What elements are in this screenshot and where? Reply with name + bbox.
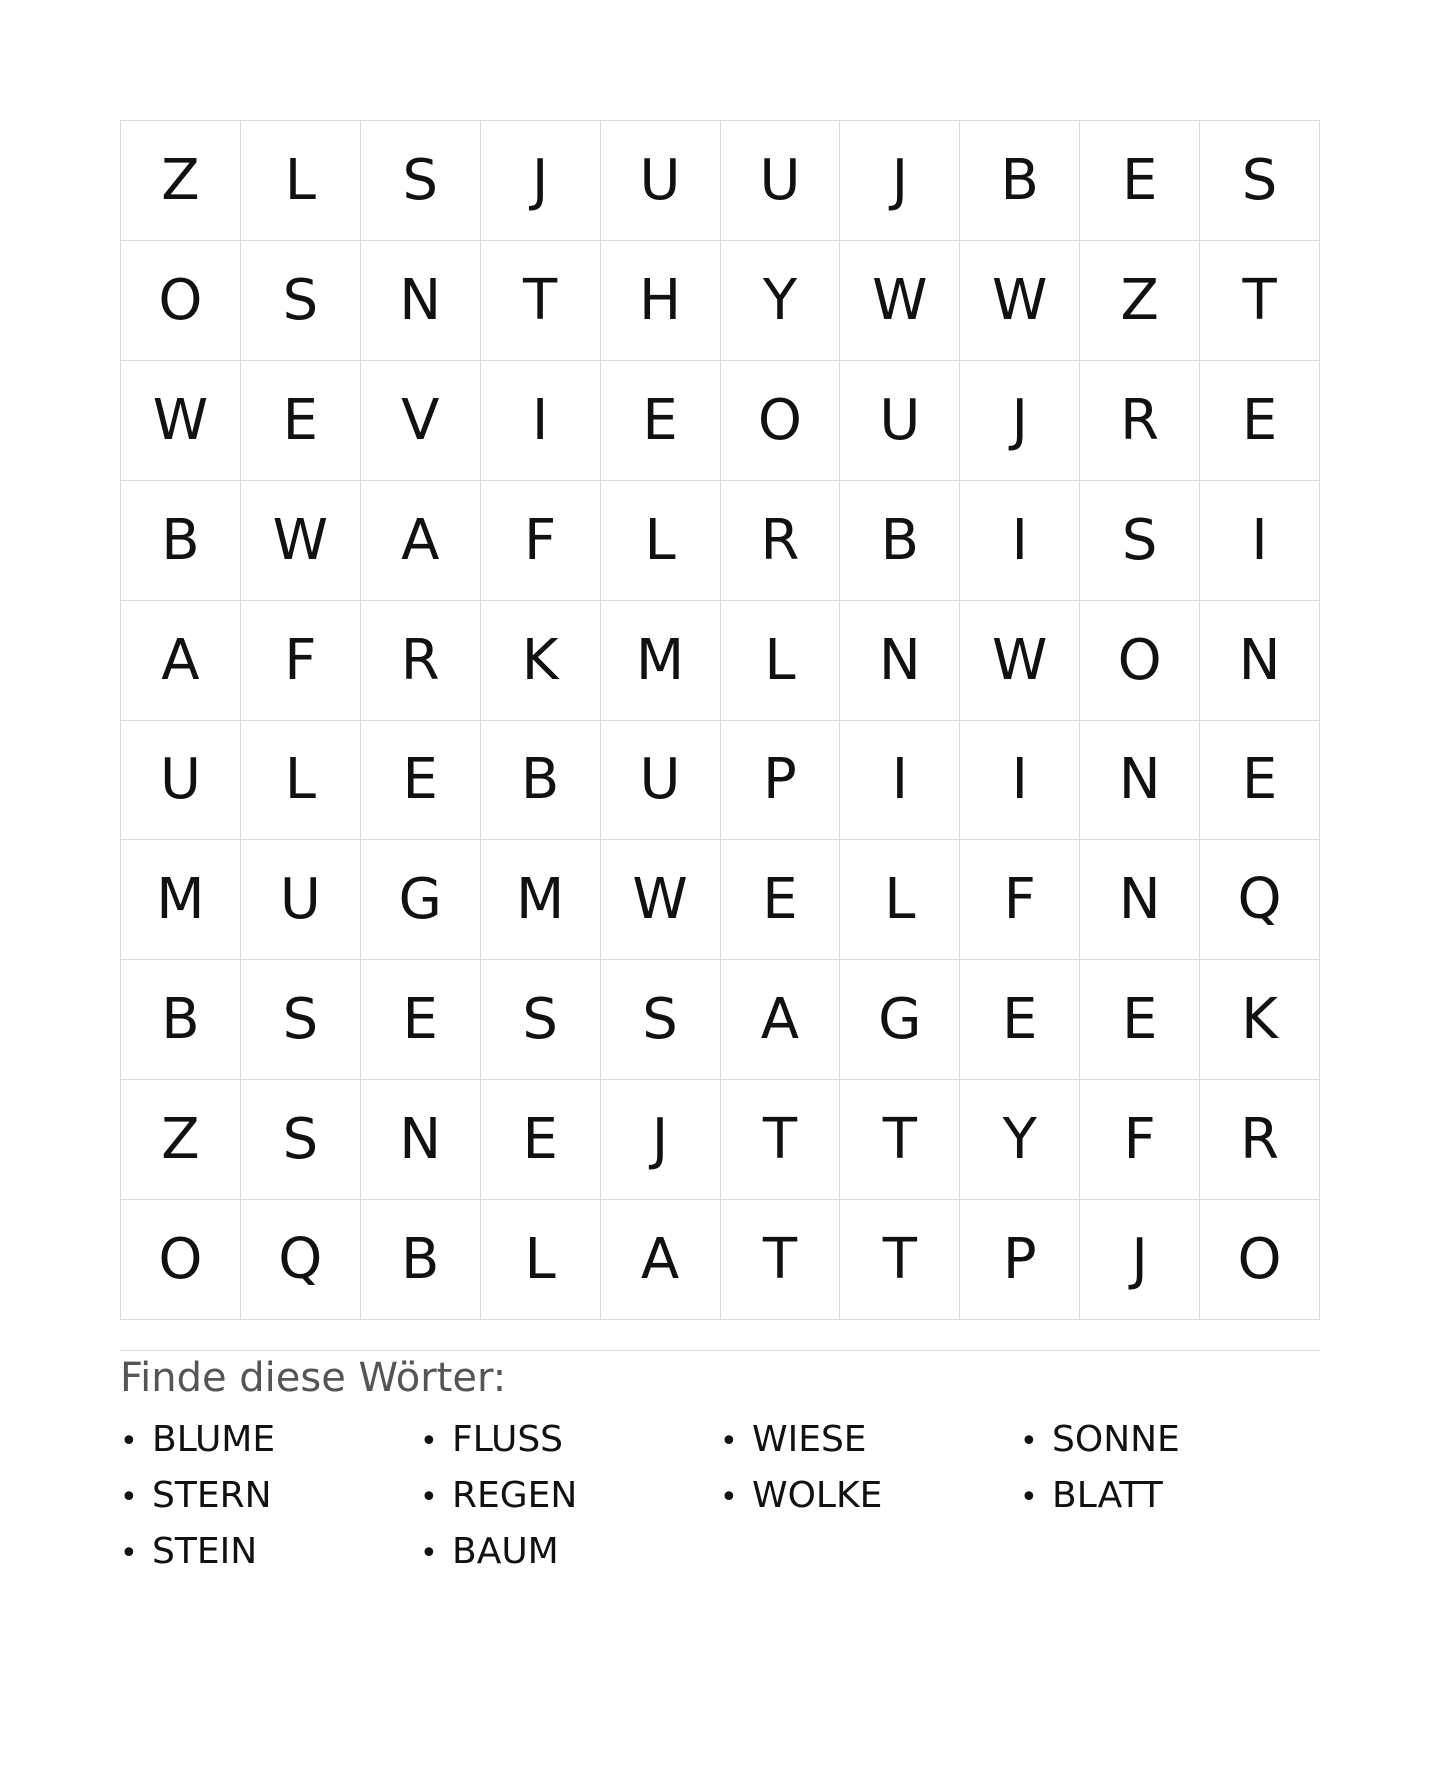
- grid-cell[interactable]: T: [840, 1080, 960, 1200]
- grid-cell[interactable]: O: [121, 241, 241, 361]
- grid-cell[interactable]: G: [840, 960, 960, 1080]
- bullet-icon: •: [420, 1424, 438, 1459]
- grid-cell[interactable]: Q: [241, 1200, 361, 1320]
- grid-cell[interactable]: J: [1080, 1200, 1200, 1320]
- grid-cell[interactable]: O: [721, 361, 841, 481]
- grid-cell[interactable]: R: [721, 481, 841, 601]
- letter-grid: [120, 120, 1320, 1320]
- grid-cell[interactable]: T: [721, 1080, 841, 1200]
- word-list-title: Finde diese Wörter:: [120, 1355, 507, 1401]
- grid-cell[interactable]: I: [960, 481, 1080, 601]
- grid-cell[interactable]: J: [960, 361, 1080, 481]
- grid-cell[interactable]: H: [601, 241, 721, 361]
- grid-cell[interactable]: S: [241, 241, 361, 361]
- word-list-item: [720, 1468, 1020, 1524]
- word-list-item: [420, 1468, 720, 1524]
- bullet-icon: •: [1020, 1424, 1038, 1459]
- grid-cell[interactable]: U: [721, 121, 841, 241]
- grid-cell[interactable]: S: [1200, 121, 1320, 241]
- grid-cell[interactable]: U: [840, 361, 960, 481]
- grid-cell[interactable]: Q: [1200, 840, 1320, 960]
- word-label: WIESE: [752, 1419, 867, 1460]
- word-list-item: [720, 1412, 1020, 1468]
- word-list-item: [1020, 1412, 1320, 1468]
- word-label: WOLKE: [752, 1475, 883, 1516]
- grid-cell[interactable]: E: [241, 361, 361, 481]
- grid-cell[interactable]: F: [1080, 1080, 1200, 1200]
- grid-cell[interactable]: S: [601, 960, 721, 1080]
- grid-cell[interactable]: O: [121, 1200, 241, 1320]
- grid-cell[interactable]: W: [960, 601, 1080, 721]
- word-list-item: [420, 1524, 720, 1580]
- grid-cell[interactable]: N: [1200, 601, 1320, 721]
- grid-cell[interactable]: B: [960, 121, 1080, 241]
- grid-cell[interactable]: N: [840, 601, 960, 721]
- grid-cell[interactable]: V: [361, 361, 481, 481]
- grid-cell[interactable]: N: [1080, 721, 1200, 841]
- grid-cell[interactable]: N: [361, 1080, 481, 1200]
- grid-cell[interactable]: B: [121, 481, 241, 601]
- grid-cell[interactable]: T: [1200, 241, 1320, 361]
- grid-cell[interactable]: L: [840, 840, 960, 960]
- grid-cell[interactable]: A: [721, 960, 841, 1080]
- grid-cell[interactable]: E: [361, 721, 481, 841]
- grid-cell[interactable]: E: [361, 960, 481, 1080]
- grid-cell[interactable]: F: [481, 481, 601, 601]
- grid-cell[interactable]: S: [1080, 481, 1200, 601]
- bullet-icon: •: [720, 1424, 738, 1459]
- grid-cell[interactable]: N: [1080, 840, 1200, 960]
- word-list-item: [120, 1524, 420, 1580]
- grid-cell[interactable]: I: [481, 361, 601, 481]
- word-list-item: [420, 1412, 720, 1468]
- grid-cell[interactable]: J: [481, 121, 601, 241]
- grid-cell[interactable]: O: [1080, 601, 1200, 721]
- grid-cell[interactable]: J: [601, 1080, 721, 1200]
- grid-cell[interactable]: E: [1200, 721, 1320, 841]
- grid-cell[interactable]: G: [361, 840, 481, 960]
- grid-cell[interactable]: T: [481, 241, 601, 361]
- grid-cell[interactable]: B: [121, 960, 241, 1080]
- grid-cell[interactable]: L: [481, 1200, 601, 1320]
- grid-cell[interactable]: U: [241, 840, 361, 960]
- grid-cell[interactable]: S: [241, 960, 361, 1080]
- grid-cell[interactable]: E: [601, 361, 721, 481]
- word-list-item: [1020, 1468, 1320, 1524]
- grid-cell[interactable]: N: [361, 241, 481, 361]
- word-list: [120, 1412, 1320, 1580]
- grid-cell[interactable]: E: [1080, 960, 1200, 1080]
- grid-cell[interactable]: I: [1200, 481, 1320, 601]
- word-label: BLUME: [152, 1419, 276, 1460]
- bullet-icon: •: [120, 1424, 138, 1459]
- word-label: BAUM: [452, 1531, 559, 1572]
- grid-cell[interactable]: E: [960, 960, 1080, 1080]
- grid-cell[interactable]: T: [721, 1200, 841, 1320]
- word-label: BLATT: [1052, 1475, 1163, 1516]
- grid-cell[interactable]: Y: [721, 241, 841, 361]
- bullet-icon: •: [720, 1480, 738, 1515]
- word-list-item: [120, 1412, 420, 1468]
- grid-cell[interactable]: S: [361, 121, 481, 241]
- grid-cell[interactable]: K: [1200, 960, 1320, 1080]
- grid-cell[interactable]: L: [241, 121, 361, 241]
- grid-cell[interactable]: W: [121, 361, 241, 481]
- grid-cell[interactable]: E: [721, 840, 841, 960]
- grid-cell[interactable]: E: [1080, 121, 1200, 241]
- bullet-icon: •: [1020, 1480, 1038, 1515]
- grid-cell[interactable]: L: [241, 721, 361, 841]
- grid-cell[interactable]: W: [601, 840, 721, 960]
- word-label: STERN: [152, 1475, 272, 1516]
- word-list-item: [120, 1468, 420, 1524]
- grid-cell[interactable]: U: [601, 121, 721, 241]
- grid-cell[interactable]: I: [960, 721, 1080, 841]
- grid-cell[interactable]: B: [361, 1200, 481, 1320]
- grid-cell[interactable]: R: [1080, 361, 1200, 481]
- grid-cell[interactable]: W: [960, 241, 1080, 361]
- grid-cell[interactable]: E: [481, 1080, 601, 1200]
- grid-cell[interactable]: F: [241, 601, 361, 721]
- bullet-icon: •: [120, 1536, 138, 1571]
- grid-cell[interactable]: W: [241, 481, 361, 601]
- bullet-icon: •: [120, 1480, 138, 1515]
- grid-cell[interactable]: B: [481, 721, 601, 841]
- grid-cell[interactable]: P: [960, 1200, 1080, 1320]
- grid-cell[interactable]: U: [121, 721, 241, 841]
- grid-cell[interactable]: Z: [1080, 241, 1200, 361]
- grid-cell[interactable]: W: [840, 241, 960, 361]
- grid-cell[interactable]: M: [121, 840, 241, 960]
- grid-cell[interactable]: I: [840, 721, 960, 841]
- grid-cell[interactable]: M: [601, 601, 721, 721]
- grid-cell[interactable]: S: [481, 960, 601, 1080]
- grid-cell[interactable]: A: [361, 481, 481, 601]
- grid-cell[interactable]: K: [481, 601, 601, 721]
- grid-cell[interactable]: R: [361, 601, 481, 721]
- grid-cell[interactable]: J: [840, 121, 960, 241]
- grid-cell[interactable]: A: [121, 601, 241, 721]
- grid-cell[interactable]: F: [960, 840, 1080, 960]
- grid-cell[interactable]: O: [1200, 1200, 1320, 1320]
- word-label: STEIN: [152, 1531, 258, 1572]
- grid-cell[interactable]: L: [601, 481, 721, 601]
- grid-cell[interactable]: P: [721, 721, 841, 841]
- bullet-icon: •: [420, 1536, 438, 1571]
- word-label: FLUSS: [452, 1419, 564, 1460]
- grid-cell[interactable]: A: [601, 1200, 721, 1320]
- grid-cell[interactable]: T: [840, 1200, 960, 1320]
- grid-cell[interactable]: E: [1200, 361, 1320, 481]
- grid-cell[interactable]: M: [481, 840, 601, 960]
- bullet-icon: •: [420, 1480, 438, 1515]
- grid-cell[interactable]: Z: [121, 121, 241, 241]
- word-label: REGEN: [452, 1475, 578, 1516]
- grid-cell[interactable]: U: [601, 721, 721, 841]
- grid-cell[interactable]: Y: [960, 1080, 1080, 1200]
- word-label: SONNE: [1052, 1419, 1180, 1460]
- grid-cell[interactable]: S: [241, 1080, 361, 1200]
- grid-cell[interactable]: B: [840, 481, 960, 601]
- grid-cell[interactable]: Z: [121, 1080, 241, 1200]
- grid-cell[interactable]: L: [721, 601, 841, 721]
- grid-cell[interactable]: R: [1200, 1080, 1320, 1200]
